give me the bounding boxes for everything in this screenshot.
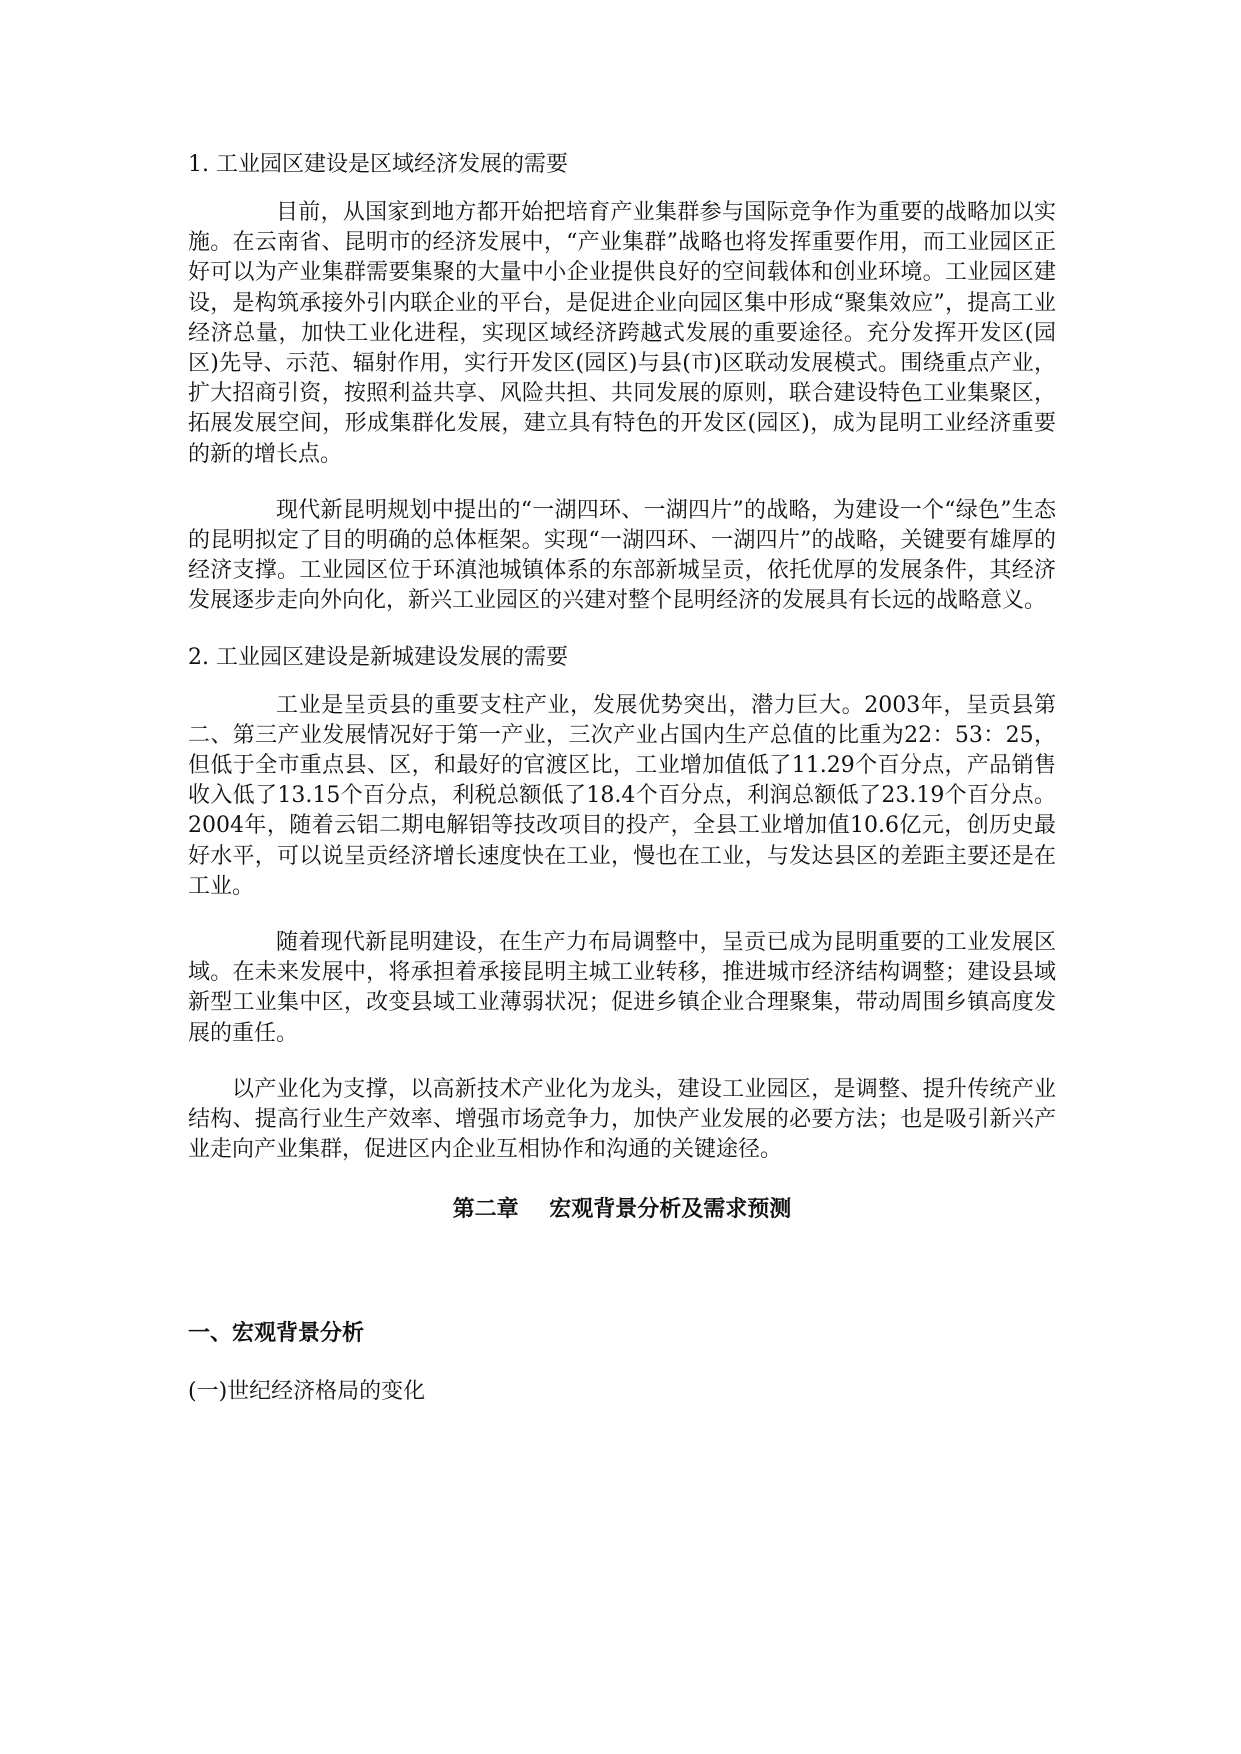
section-title: 一、宏观背景分析 [188, 1321, 365, 1347]
section-heading-2: 2. 工业园区建设是新城建设发展的需要 [188, 644, 568, 670]
paragraph-new-kunming-strategy: 现代新昆明规划中提出的“一湖四环、一湖四片”的战略，为建设一个“绿色”生态的昆明拟定了目的明确的总体框架。实现“一湖四环、一湖四片”的战略，关键要有雄厚的经济支撑。工业园区位于环滇池城镇体系的东部新城呈贡，依托优厚的发展条件，其经济发展逐步走向外向化，新兴工业园区的兴建对整个昆明经济的发展具有长远的战略意义。 [188, 497, 1056, 614]
paragraph-production-layout: 随着现代新昆明建设，在生产力布局调整中，呈贡已成为昆明重要的工业发展区域。在未来发展中，将承担着承接昆明主城工业转移，推进城市经济结构调整；建设县域新型工业集中区，改变县域工业薄弱状况；促进乡镇企业合理聚集，带动周围乡镇高度发展的重任。 [188, 930, 1056, 1046]
section-heading-1: 1. 工业园区建设是区域经济发展的需要 [188, 152, 568, 177]
document-page [188, 150, 1056, 1407]
paragraph-industrial-park-regional: 目前，从国家到地方都开始把培育产业集群参与国际竞争作为重要的战略加以实施。在云南省、昆明市的经济发展中，“产业集群”战略也将发挥重要作用，而工业园区正好可以为产业集群需要集聚的大量中小企业提供良好的空间载体和创业环境。工业园区建设，是构筑承接外引内联企业的平台，是促进企业向园区集中形成“聚集效应”，提高工业经济总量，加快工业化进程，实现区域经济跨越式发展的重要途径。充分发挥开发区(园区)先导、示范、辐射作用，实行开发区(园区)与县(市)区联动发展模式。围绕重点产业，扩大招商引资，按照利益共享、风险共担、共同发展的原则，联合建设特色工业集聚区，拓展发展空间，形成集群化发展，建立具有特色的开发区(园区)，成为昆明工业经济重要的新的增长点。 [188, 200, 1056, 467]
chapter-title: 第二章 宏观背景分析及需求预测 [452, 1197, 792, 1223]
paragraph-chenggong-industry: 工业是呈贡县的重要支柱产业，发展优势突出，潜力巨大。2003年，呈贡县第二、第三产业发展情况好于第一产业，三次产业占国内生产总值的比重为22：53：25，但低于全市重点县、区，和最好的官渡区比，工业增加值低了11.29个百分点，产品销售收入低了13.15个百分点，利税总额低了18.4个百分点，利润总额低了23.19个百分点。2004年，随着云铝二期电解铝等技改项目的投产，全县工业增加值10.6亿元，创历史最好水平，可以说呈贡经济增长速度快在工业，慢也在工业，与发达县区的差距主要还是在工业。 [188, 692, 1056, 899]
subsection-title: (一)世纪经济格局的变化 [188, 1379, 426, 1405]
paragraph-industrialization-support: 以产业化为支撑，以高新技术产业化为龙头，建设工业园区，是调整、提升传统产业结构、提高行业生产效率、增强市场竞争力，加快产业发展的必要方法；也是吸引新兴产业走向产业集群，促进区内企业互相协作和沟通的关键途径。 [188, 1076, 1056, 1163]
